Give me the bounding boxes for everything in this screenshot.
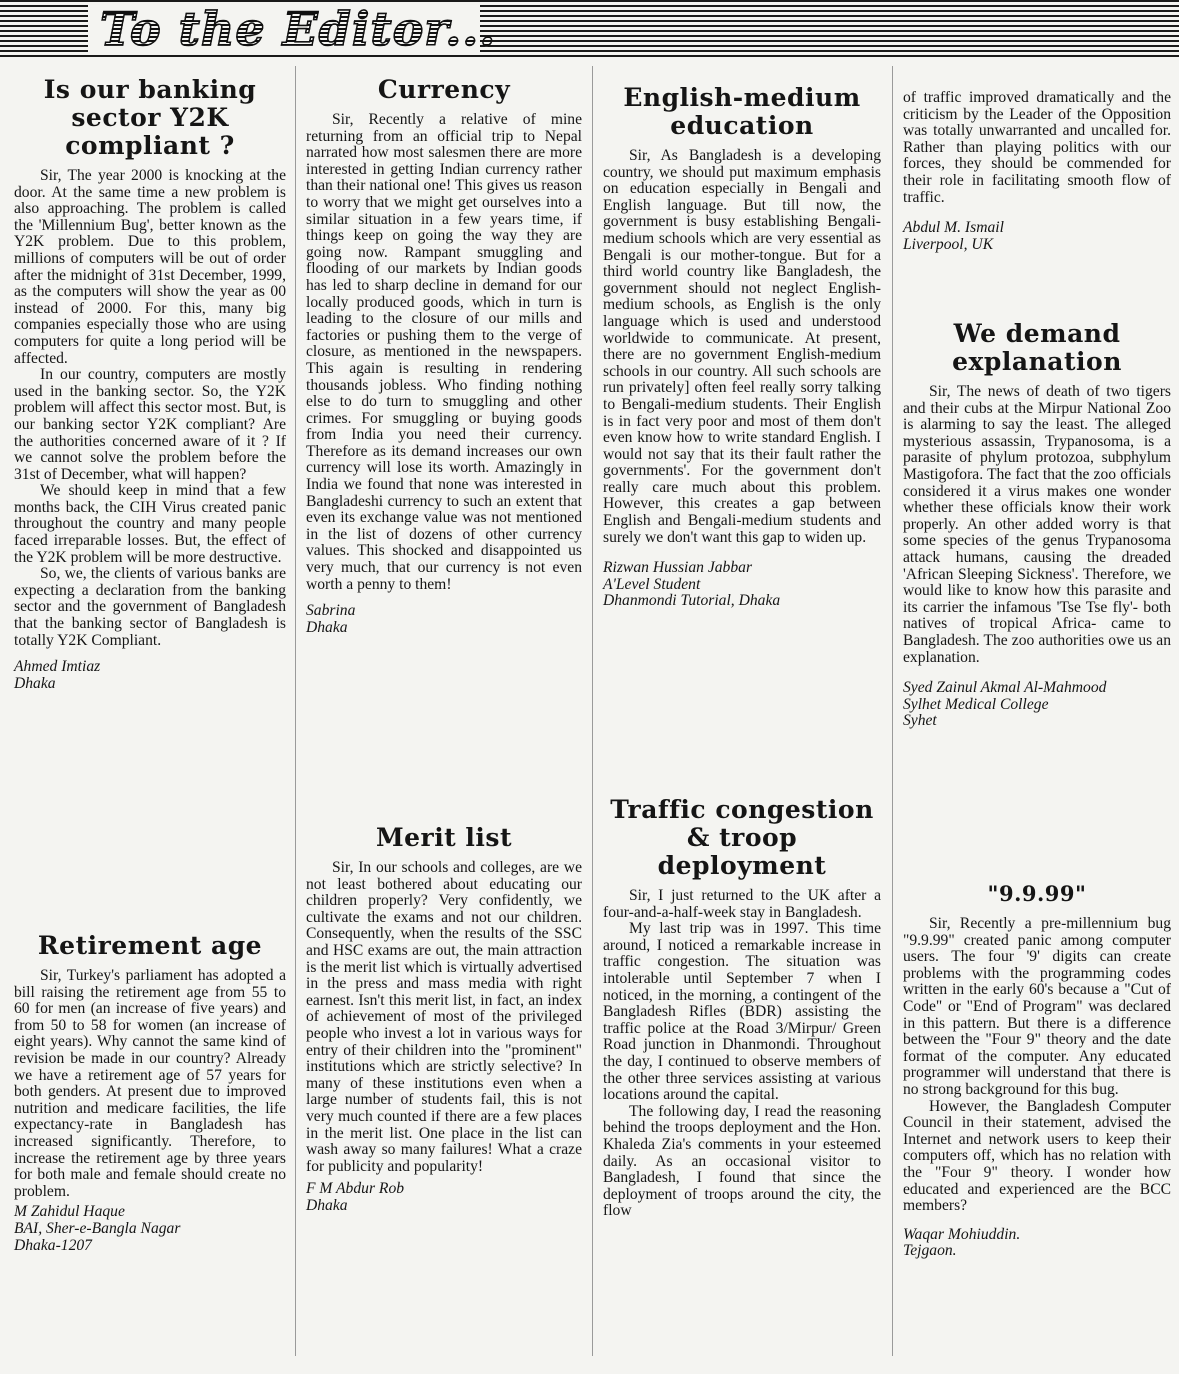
letter-body xyxy=(903,90,1171,206)
signature-place: Dhaka xyxy=(14,674,56,692)
letter-body xyxy=(14,168,286,649)
signature-place: Dhaka xyxy=(306,1196,348,1214)
paragraph: Sir, Recently a pre-millennium bug "9.9.99" created panic among computer users. The four '9' digits can create problems with the programming codes written in the early 60's because a "Cut of Code" or "End of Program" was declared in this pattern. But there is a difference between the "Four 9" theory and the date format of the computer. Any educated programmer will understand that there is no strong background for this bug. xyxy=(903,915,1171,1098)
letter-traffic-continued xyxy=(903,90,1171,253)
signature-place: Dhaka xyxy=(306,618,348,636)
signature-name: M Zahidul Haque xyxy=(14,1203,125,1221)
signature-place: Dhanmondi Tutorial, Dhaka xyxy=(603,592,781,610)
signature-name: F M Abdur Rob xyxy=(306,1180,405,1198)
letter-body xyxy=(306,860,582,1175)
letter-headline: Traffic congestion & troop deployment xyxy=(610,795,874,880)
letter-body xyxy=(306,112,582,593)
letter-headline: Currency xyxy=(377,75,511,104)
letter-retirement xyxy=(14,932,286,1254)
signature-name: Rizwan Hussian Jabbar xyxy=(603,559,753,577)
letter-y2k xyxy=(14,76,286,692)
letter-body xyxy=(903,384,1171,666)
signature-place: Syhet xyxy=(903,712,937,730)
letter-body xyxy=(603,888,881,1220)
letter-nines xyxy=(903,880,1171,1260)
paragraph: Sir, As Bangladesh is a developing country, we should put maximum emphasis on education especially in Bengali and English language. But till now, the government is busy establishing Bengali-medium schools which are very essential as Bengali is our mother-tongue. But for a third world country like Bangladesh, the government should not neglect English-medium schools, as English is the only language which is used and understood worldwide to communicate. At present, there are no government English-medium schools in our country. All such schools are run privately] often feel really sorry talking to Bengali-medium students. Their English is in fact very poor and most of them don't even know how to write standard English. I would not say that its their fault rather the governments'. For the government don't really care much about this problem. However, this creates a gap between English and Bengali-medium students and surely we don't want this gap to widen up. xyxy=(603,147,881,546)
letter-currency xyxy=(306,76,582,636)
letter-headline: "9.9.99" xyxy=(987,881,1087,906)
signature-place: BAI, Sher-e-Bangla Nagar xyxy=(14,1219,181,1237)
paragraph: Sir, Recently a relative of mine returning from an official trip to Nepal narrated how most salesmen there are more interested in getting Indian currency rather than their national one! This gives us reason to worry that we might get ourselves into a similar situation in a few years time, if things keep on going the way they are going now. Rampant smuggling and flooding of our markets by Indian goods has led to sharp decline in demand for our locally produced goods, which in turn is leading to the closure of our mills and factories or pushing them to the verge of closure, as mentioned in the newspapers. This again is resulting in rendering thousands jobless. Who finding nothing else to do turn to smuggling and other crimes. For smuggling or buying goods from India you need their currency. Therefore as its demand increases our own currency will lose its worth. Amazingly in India we found that none was interested in Bangladeshi currency to such an extent that even its exchange value was not mentioned in the list of dozens of other currency values. This shocked and disappointed us very much, that our currency is not even worth a penny to them! xyxy=(306,111,582,593)
signature-place: Tejgaon. xyxy=(903,1242,957,1260)
signature-place: Liverpool, UK xyxy=(903,235,994,253)
signature-name: Ahmed Imtiaz xyxy=(14,658,101,676)
signature xyxy=(14,1204,286,1254)
paragraph: Sir, Turkey's parliament has adopted a bill raising the retirement age from 55 to 60 for men (an increase of five years) and from 50 to 58 for women (an increase of eight years). Why cannot the same kind of revision be made in our country? Already we have a retirement age of 57 years for both genders. At present due to improved nutrition and medicare facilities, the life expectancy-rate in Bangladesh has increased significantly. Therefore, to increase the retirement age by three years for both male and female should create no problem. xyxy=(14,967,286,1200)
letter-headline: Merit list xyxy=(375,823,513,852)
paragraph: The following day, I read the reasoning behind the troops deployment and the Hon. Khaleda Zia's comments in your esteemed daily. As an occasional visitor to Bangladesh, I found that since the deployment of troops around the city, the flow xyxy=(603,1102,881,1220)
signature-place: Sylhet Medical College xyxy=(903,695,1049,713)
column-rule xyxy=(892,66,893,1356)
letter-body xyxy=(903,916,1171,1215)
paragraph: Sir, The year 2000 is knocking at the door. At the same time a new problem is also approaching. The problem is called the 'Millennium Bug', better known as the Y2K problem. Due to this problem, millions of computers will be out of order after the midnight of 31st December, 1999, as the computers will show the year as 00 instead of 2000. For this, many big companies especially those who are using computers for quite a long period will be affected. xyxy=(14,167,286,367)
paragraph: So, we, the clients of various banks are expecting a declaration from the banking sector and the government of Bangladesh that the banking sector of Bangladesh is totally Y2K Compliant. xyxy=(14,565,286,649)
letter-english-medium xyxy=(603,84,881,610)
paragraph: However, the Bangladesh Computer Council in their statement, advised the Internet and network users to keep their computers off, which has no relation with the "Four 9" theory. I wonder how educated and experienced are the BCC members? xyxy=(903,1097,1171,1215)
paragraph: My last trip was in 1997. This time around, I noticed a remarkable increase in traffic congestion. The situation was intolerable until September 7 when I noticed, in the morning, a contingent of the Bangladesh Rifles (BDR) assisting the traffic police at the Road 3/Mirpur/ Green Road junction in Dhanmondi. Throughout the day, I continued to observe members of the other three services assisting at various locations around the capital. xyxy=(603,920,881,1104)
signature-name: Sabrina xyxy=(306,602,356,620)
signature xyxy=(603,560,881,610)
letter-traffic xyxy=(603,796,881,1220)
signature-name: Waqar Mohiuddin. xyxy=(903,1225,1021,1243)
paragraph: We should keep in mind that a few months back, the CIH Virus created panic throughout the country and many people faced irreparable losses. But, the effect of the Y2K problem will be more destructive. xyxy=(14,482,286,566)
signature xyxy=(306,1181,582,1214)
letter-merit-list xyxy=(306,824,582,1214)
signature-place: Dhaka-1207 xyxy=(14,1236,92,1254)
letter-body xyxy=(603,148,881,546)
paragraph: of traffic improved dramatically and the criticism by the Leader of the Opposition was totally unwarranted and uncalled for. Rather than playing politics with our forces, they should be commended for their role in facilitating smooth flow of traffic. xyxy=(903,89,1171,206)
signature xyxy=(14,659,286,692)
paragraph: Sir, The news of death of two tigers and their cubs at the Mirpur National Zoo is alarming to say the least. The alleged mysterious assassin, Trypanosoma, is a parasite of phylum protozoa, subphylum Mastigofora. The fact that the zoo officials considered it a virus makes one wonder whether these officials know their work properly. An other added worry is that some species of the genus Trypanosoma attack humans, causing the dreaded 'African Sleeping Sickness'. Therefore, we would like to know how this parasite and its carrier the infamous 'Tse Tse fly'- both natives of tropical Africa- came to Bangladesh. The zoo authorities owe us an explanation. xyxy=(903,383,1171,666)
column-rule xyxy=(592,66,593,1356)
signature xyxy=(903,680,1171,730)
paragraph: Sir, I just returned to the UK after a four-and-a-half-week stay in Bangladesh. xyxy=(603,887,881,921)
letter-body xyxy=(14,968,286,1200)
signature xyxy=(306,603,582,636)
letter-headline: Retirement age xyxy=(37,931,263,960)
section-title: To the Editor... xyxy=(92,2,504,56)
letter-headline: English-medium education xyxy=(623,83,861,140)
signature xyxy=(903,1227,1171,1260)
letter-zoo xyxy=(903,320,1171,730)
signature-name: Syed Zainul Akmal Al-Mahmood xyxy=(903,679,1107,697)
signature-place: A'Level Student xyxy=(603,575,701,593)
paragraph: In our country, computers are mostly used in the banking sector. So, the Y2K problem will affect this sector most. But, is our banking sector Y2K compliant? Are the authorities concerned aware of it ? If we cannot solve the problem before the 31st of December, what will happen? xyxy=(14,366,286,483)
signature-name: Abdul M. Ismail xyxy=(903,219,1004,237)
signature xyxy=(903,220,1171,253)
paragraph: Sir, In our schools and colleges, are we not least bothered about educating our children properly? Very confidently, we cultivate the exams and not our children. Consequently, when the results of the SSC and HSC exams are out, the main attraction is the merit list which is virtually advertised in the press and mass media with right earnest. Isn't this merit list, in fact, an index of achievement of most of the privileged people who invest a lot in various ways for entry of their children into the "prominent" institutions which are strictly selective? In many of these institutions even when a large number of students fail, this is not very much counted if there are a few places in the merit list. One place in the list can wash away so many failures! What a craze for publicity and popularity! xyxy=(306,859,582,1175)
letter-headline: Is our banking sector Y2K compliant ? xyxy=(43,75,257,160)
letter-headline: We demand explanation xyxy=(952,319,1122,376)
column-rule xyxy=(295,66,296,1356)
